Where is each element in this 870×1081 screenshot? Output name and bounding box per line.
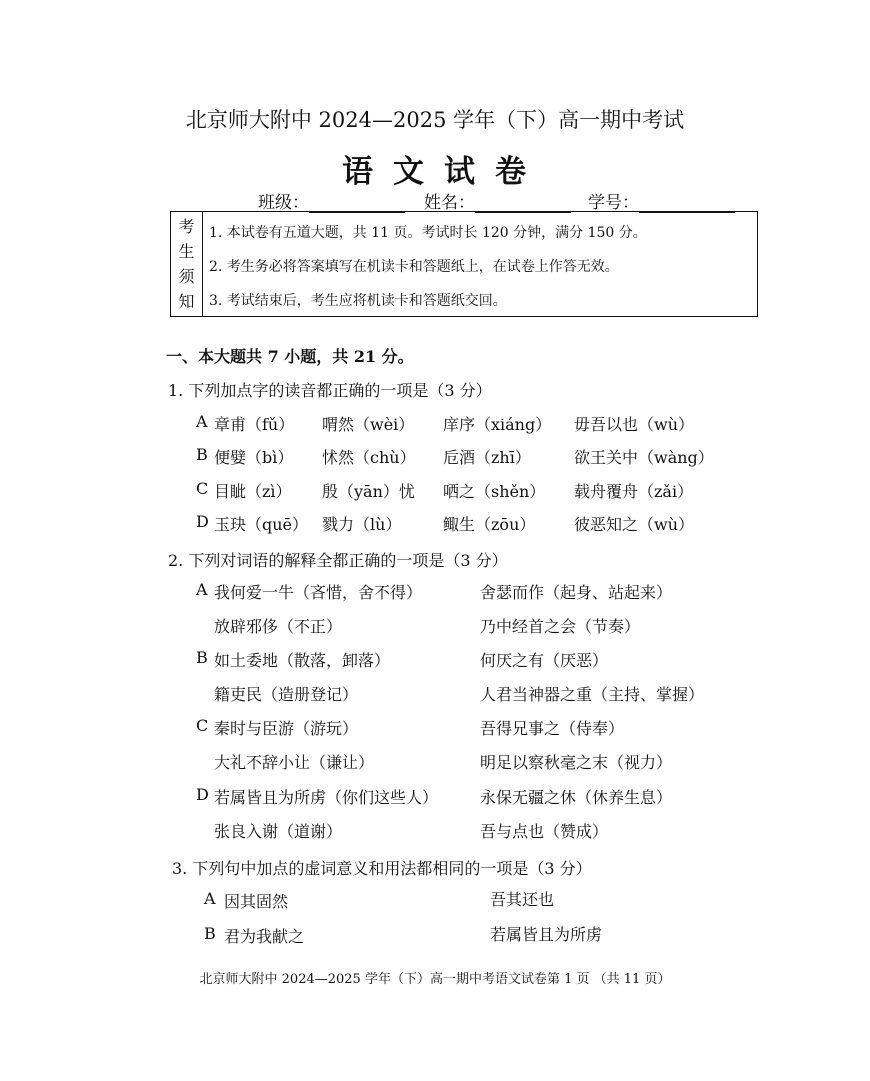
q1-a-item-4: 毋吾以也（wù）	[574, 415, 695, 434]
q2-c-left-1: 秦时与臣游（游玩）	[214, 719, 359, 738]
student-id-field	[588, 188, 735, 213]
q1-b-item-1: 便嬖（bì）	[214, 448, 294, 467]
student-id-label: 学号：	[588, 193, 639, 213]
q2-b-left-2: 籍吏民（造册登记）	[214, 685, 359, 704]
class-field	[258, 188, 405, 213]
q3-b-right: 若属皆且为所虏	[490, 925, 603, 944]
q1-d-item-3: 鲰生（zōu）	[443, 515, 536, 534]
school-title: 北京师大附中 2024—2025 学年（下）高一期中考试	[185, 108, 685, 132]
paper-title: 语文试卷	[342, 154, 546, 190]
q2-a-right-2: 乃中经首之会（节奏）	[480, 617, 641, 636]
q2-stem: 2. 下列对词语的解释全都正确的一项是（3 分）	[168, 551, 508, 570]
q2-c-right-1: 吾得兄事之（侍奉）	[480, 719, 625, 738]
notice-item-1: 1. 本试卷有五道大题，共 11 页。考试时长 120 分钟，满分 150 分。	[209, 225, 647, 241]
q1-b-item-2: 怵然（chù）	[322, 448, 416, 467]
section-1-title: 一、本大题共 7 小题，共 21 分。	[166, 347, 414, 366]
q1-option-a-letter[interactable]: A	[196, 412, 208, 431]
candidate-notice-box	[170, 211, 758, 317]
q2-a-left-1: 我何爱一牛（吝惜，舍不得）	[214, 583, 423, 602]
q1-a-item-1: 章甫（fǔ）	[214, 415, 295, 434]
q3-a-left: 因其固然	[224, 892, 289, 911]
page-footer: 北京师大附中 2024—2025 学年（下）高一期中考语文试卷第 1 页 （共 11 页）	[199, 972, 671, 987]
q2-option-c-letter[interactable]: C	[196, 716, 209, 735]
q1-a-item-2: 喟然（wèi）	[322, 415, 415, 434]
q1-d-item-2: 戮力（lù）	[322, 515, 402, 534]
name-label: 姓名：	[424, 193, 475, 213]
q2-d-left-1: 若属皆且为所虏（你们这些人）	[214, 788, 439, 807]
q2-c-right-2: 明足以察秋毫之末（视力）	[480, 753, 673, 772]
q1-d-item-1: 玉玦（quē）	[214, 515, 309, 534]
q2-option-d-letter[interactable]: D	[196, 785, 209, 804]
q2-c-left-2: 大礼不辞小让（谦让）	[214, 753, 375, 772]
q2-b-right-2: 人君当神器之重（主持、掌握）	[480, 685, 705, 704]
q2-d-right-1: 永保无疆之休（休养生息）	[480, 788, 673, 807]
q1-option-d-letter[interactable]: D	[196, 512, 209, 531]
notice-item-3: 3. 考试结束后，考生应将机读卡和答题纸交回。	[209, 293, 507, 309]
q1-stem: 1. 下列加点字的读音都正确的一项是（3 分）	[168, 381, 492, 400]
notice-label: 考生须知	[171, 212, 203, 316]
q1-c-item-1: 目眦（zì）	[214, 482, 292, 501]
q1-option-b-letter[interactable]: B	[196, 445, 208, 464]
q3-a-right: 吾其还也	[490, 890, 555, 909]
q2-a-right-1: 舍瑟而作（起身、站起来）	[480, 583, 673, 602]
q3-option-a-letter[interactable]: A	[204, 889, 216, 908]
q1-d-item-4: 彼恶知之（wù）	[574, 515, 695, 534]
q1-option-c-letter[interactable]: C	[196, 479, 209, 498]
q1-b-item-3: 卮酒（zhī）	[443, 448, 531, 467]
q2-d-left-2: 张良入谢（道谢）	[214, 822, 343, 841]
notice-item-2: 2. 考生务必将答案填写在机读卡和答题纸上，在试卷上作答无效。	[209, 259, 619, 275]
q1-c-item-4: 载舟覆舟（zǎi）	[574, 482, 694, 501]
q1-c-item-3: 哂之（shěn）	[443, 482, 546, 501]
q1-a-item-3: 庠序（xiáng）	[443, 415, 552, 434]
q2-option-b-letter[interactable]: B	[196, 648, 208, 667]
name-field	[424, 188, 571, 213]
q2-b-left-1: 如土委地（散落，卸落）	[214, 651, 391, 670]
q3-b-left: 君为我献之	[224, 927, 305, 946]
q1-b-item-4: 欲王关中（wàng）	[574, 448, 714, 467]
q2-a-left-2: 放辟邪侈（不正）	[214, 617, 343, 636]
q1-c-item-2: 殷（yān）忧	[322, 482, 415, 501]
q2-d-right-2: 吾与点也（赞成）	[480, 822, 609, 841]
q2-b-right-1: 何厌之有（厌恶）	[480, 651, 609, 670]
q2-option-a-letter[interactable]: A	[196, 580, 208, 599]
q3-stem: 3. 下列句中加点的虚词意义和用法都相同的一项是（3 分）	[172, 859, 592, 878]
class-label: 班级：	[258, 193, 309, 213]
q3-option-b-letter[interactable]: B	[204, 924, 216, 943]
